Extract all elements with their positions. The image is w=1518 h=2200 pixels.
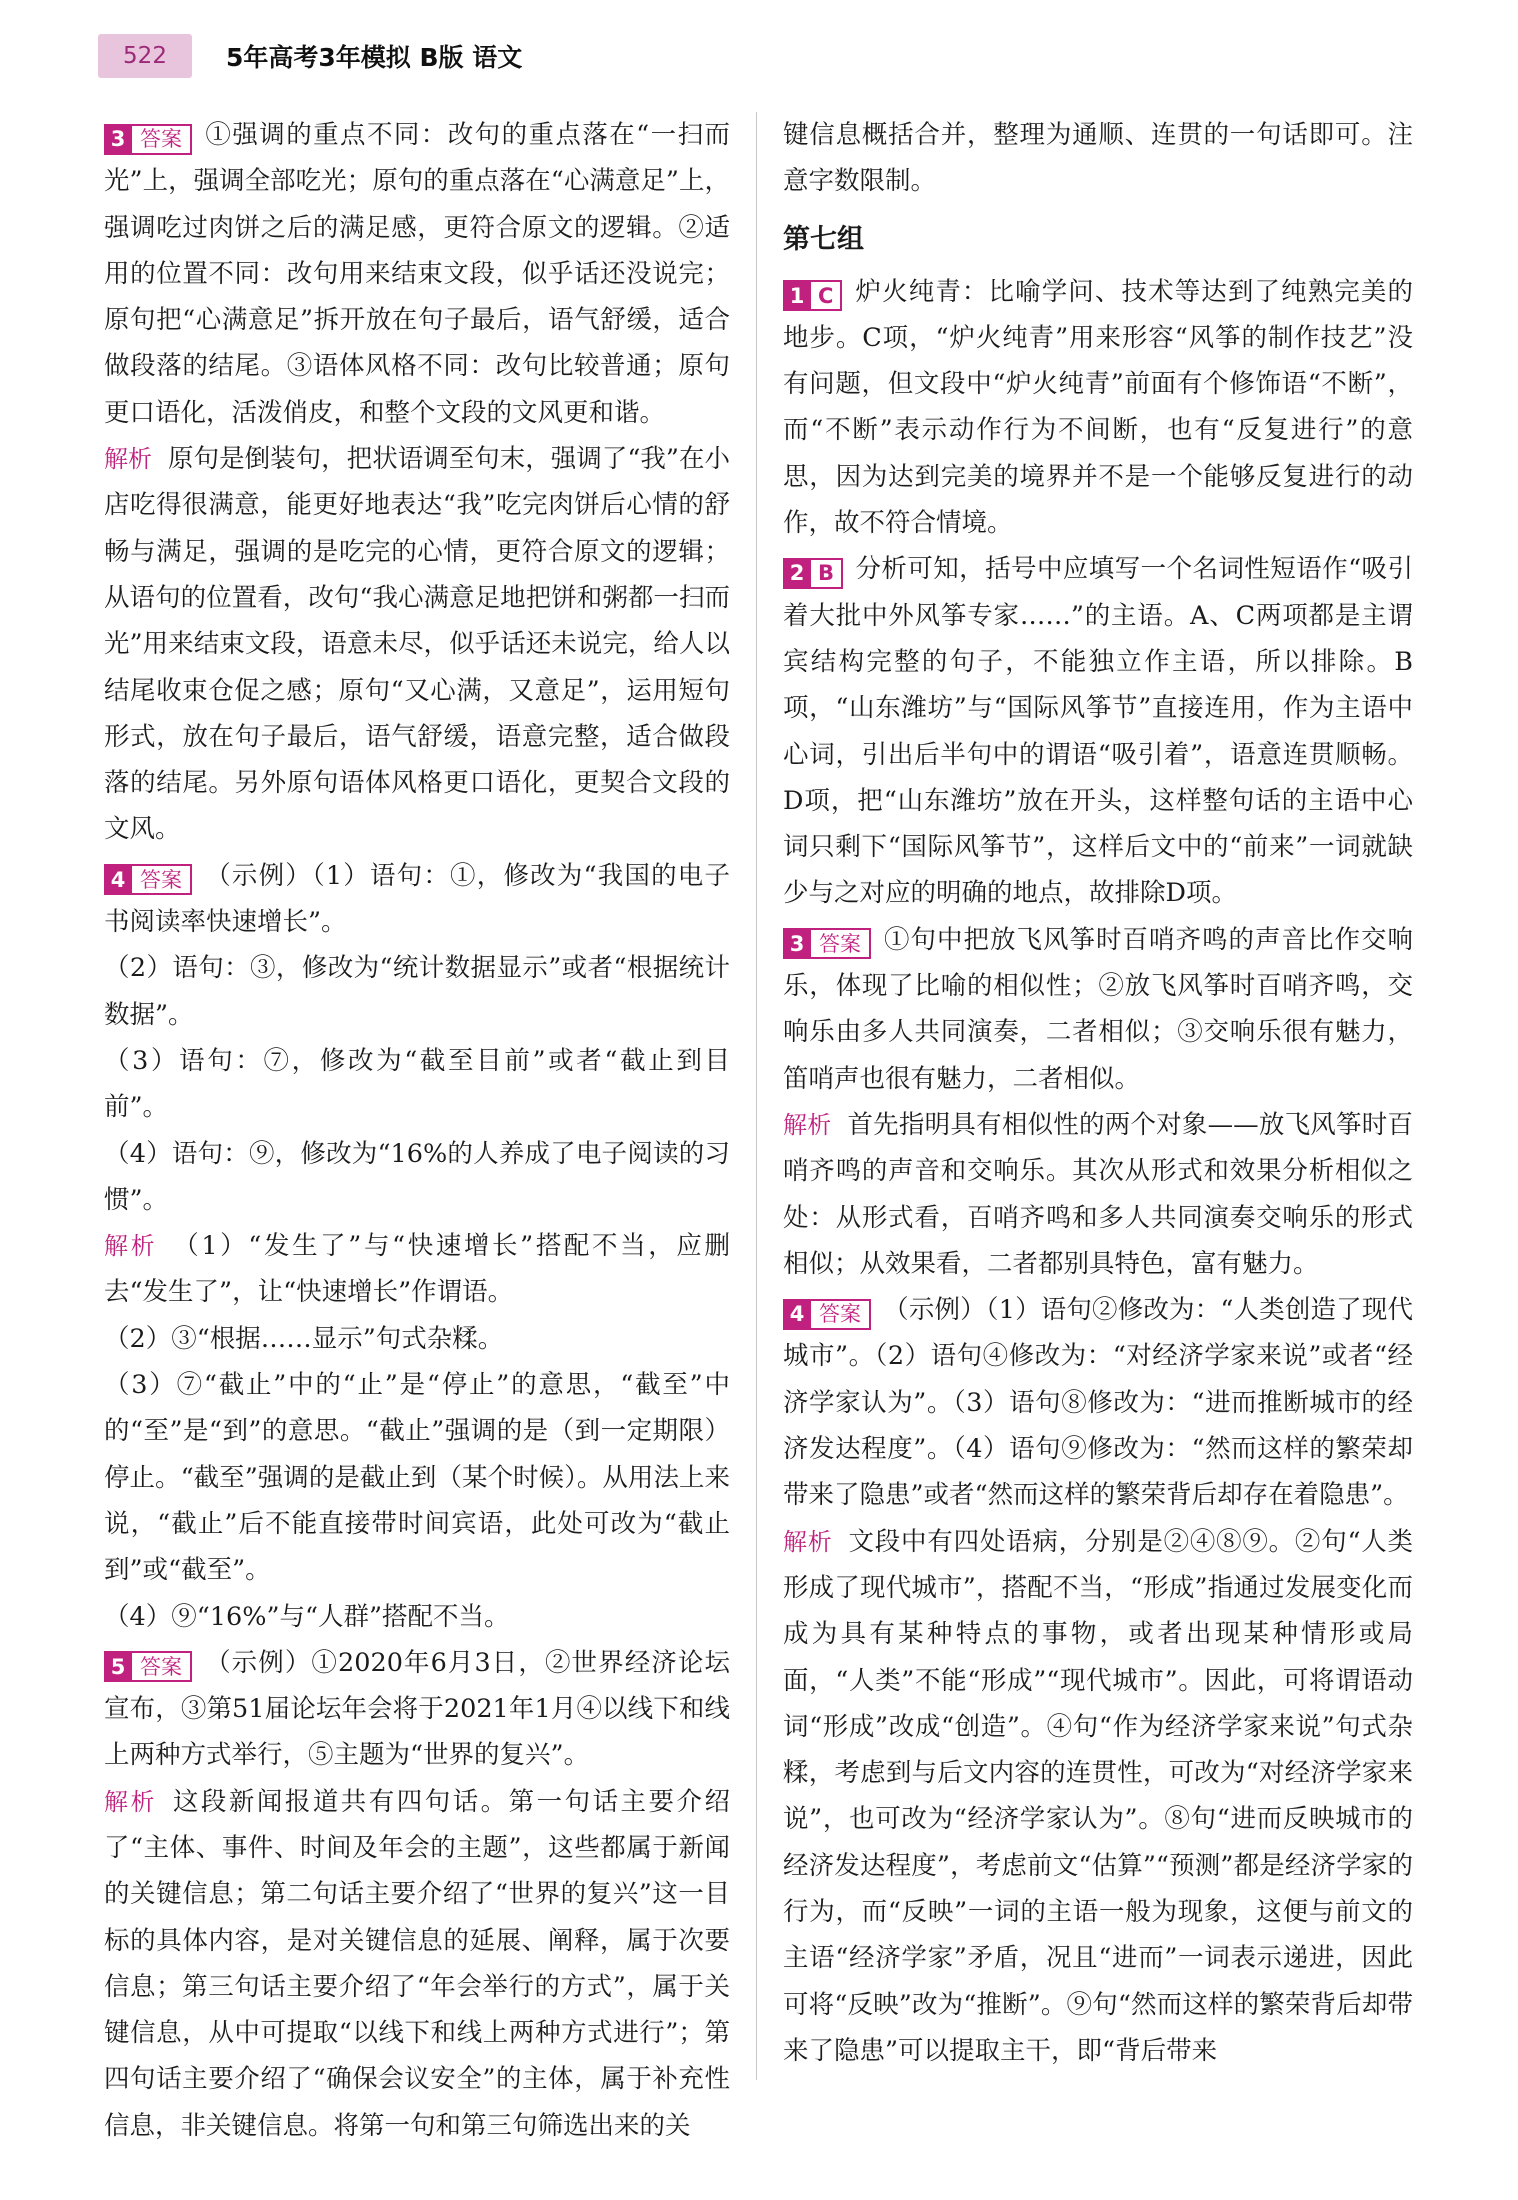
answer-text: ①强调的重点不同：改句的重点落在“一扫而光”上，强调全部吃光；原句的重点落在“心满意足”上，强调吃过肉饼之后的满足感，更符合原文的逻辑。②适用的位置不同：改句用来结束文段，似乎话还没说完；原句把“心满意足”拆开放在句子最后，语气舒缓，适合做段落的结尾。③语体风格不同：改句比较普通；原句更口语化，活泼俏皮，和整个文段的文风更和谐。 [104, 120, 730, 428]
answer-letter: C [811, 280, 842, 311]
answer-tag [104, 124, 192, 155]
continued-text: 键信息概括合并，整理为通顺、连贯的一句话即可。注意字数限制。 [783, 120, 1413, 197]
analysis-label: 解析 [783, 1110, 832, 1139]
analysis-line: （3）⑦“截止”中的“止”是“停止”的意思，“截至”中的“至”是“到”的意思。“截止”强调的是（到一定期限）停止。“截至”强调的是截止到（某个时候）。从用法上来说，“截止”后不能直接带时间宾语，此处可改为“截止到”或“截至”。 [104, 1370, 730, 1586]
group-title: 第七组 [783, 223, 864, 255]
answer-paragraph [783, 917, 1413, 1102]
question-4 [104, 853, 730, 1640]
question-5 [104, 1640, 730, 2149]
analysis-label: 解析 [783, 1527, 833, 1556]
question-number: 3 [783, 928, 811, 959]
analysis-text: 原句是倒装句，把状语调至句末，强调了“我”在小店吃得很满意，能更好地表达“我”吃完肉饼后心情的舒畅与满足，强调的是吃完的心情，更符合原文的逻辑；从语句的位置看，改句“我心满意足地把饼和粥都一扫而光”用来结束文段，语意未尽，似乎话还未说完，给人以结尾收束仓促之感；原句“又心满，又意足”，运用短句形式，放在句子最后，语气舒缓，语意完整，适合做段落的结尾。另外原句语体风格更口语化，更契合文段的文风。 [104, 444, 731, 845]
question-number: 5 [104, 1651, 132, 1682]
question-number: 1 [783, 280, 811, 311]
page-number: 522 [98, 34, 192, 78]
answer-label: 答案 [132, 864, 192, 895]
answer-text: ①句中把放飞风筝时百哨齐鸣的声音比作交响乐，体现了比喻的相似性；②放飞风筝时百哨齐鸣，交响乐由多人共同演奏，二者相似；③交响乐很有魅力，笛哨声也很有魅力，二者相似。 [783, 924, 1413, 1094]
question-3 [104, 112, 730, 853]
question-3 [783, 917, 1413, 1287]
question-number: 3 [104, 124, 132, 155]
question-number: 2 [783, 558, 811, 589]
answer-tag [783, 558, 843, 589]
answer-text: （示例）（1）语句：①，修改为“我国的电子书阅读率快速增长”。 [104, 860, 730, 938]
analysis-paragraph [783, 1102, 1413, 1287]
analysis-text: （1）“发生了”与“快速增长”搭配不当，应删去“发生了”，让“快速增长”作谓语。 [104, 1231, 731, 1308]
analysis-text: 这段新闻报道共有四句话。第一句话主要介绍了“主体、事件、时间及年会的主题”，这些都属于新闻的关键信息；第二句话主要介绍了“世界的复兴”这一目标的具体内容，是对关键信息的延展、阐释，属于次要信息；第三句话主要介绍了“年会举行的方式”，属于关键信息，从中可提取“以线下和线上两种方式进行”；第四句话主要介绍了“确保会议安全”的主体，属于补充性信息，非关键信息。将第一句和第三句筛选出来的关 [104, 1786, 730, 2141]
answer-text: 炉火纯青：比喻学问、技术等达到了纯熟完美的地步。C项，“炉火纯青”用来形容“风筝的制作技艺”没有问题，但文段中“炉火纯青”前面有个修饰语“不断”，而“不断”表示动作行为不间断，也有“反复进行”的意思，因为达到完美的境界并不是一个能够反复进行的动作，故不符合情境。 [783, 276, 1413, 539]
question-4 [783, 1287, 1413, 2074]
answer-text: 分析可知，括号中应填写一个名词性短语作“吸引着大批中外风筝专家……”的主语。A、C两项都是主谓宾结构完整的句子，不能独立作主语，所以排除。B项，“山东潍坊”与“国际风筝节”直接连用，作为主语中心词，引出后半句中的谓语“吸引着”，语意连贯顺畅。D项，把“山东潍坊”放在开头，这样整句话的主语中心词只剩下“国际风筝节”，这样后文中的“前来”一词就缺少与之对应的明确的地点，故排除D项。 [783, 554, 1413, 909]
answer-paragraph [783, 546, 1413, 916]
analysis-paragraph [783, 1519, 1413, 2075]
question-1 [783, 269, 1413, 547]
analysis-text: 文段中有四处语病，分别是②④⑧⑨。②句“人类形成了现代城市”，搭配不当，“形成”指通过发展变化而成为具有某种特点的事物，或者出现某种情形或局面，“人类”不能“形成”“现代城市”。因此，可将谓语动词“形成”改成“创造”。④句“作为经济学家来说”句式杂糅，考虑到与后文内容的连贯性，可改为“对经济学家来说”，也可改为“经济学家认为”。⑧句“进而反映城市的经济发达程度”，考虑前文“估算”“预测”都是经济学家的行为，而“反映”一词的主语一般为现象，这便与前文的主语“经济学家”矛盾，况且“进而”一词表示递进，因此可将“反映”改为“推断”。⑨句“然而这样的繁荣背后却带来了隐患”可以提取主干，即“背后带来 [783, 1526, 1414, 2066]
analysis-paragraph [104, 436, 730, 853]
analysis-paragraph [104, 1779, 730, 2149]
left-column [104, 112, 730, 2149]
answer-tag [104, 864, 192, 895]
analysis-line: （2）③“根据……显示”句式杂糅。 [104, 1323, 504, 1354]
answer-tag [783, 280, 842, 311]
answer-paragraph [104, 112, 730, 436]
answer-letter: B [811, 558, 843, 589]
analysis-label: 解析 [104, 1232, 158, 1261]
analysis-line: （4）⑨“16%”与“人群”搭配不当。 [104, 1601, 510, 1632]
right-column [783, 112, 1413, 2074]
analysis-label: 解析 [104, 445, 153, 474]
answer-label: 答案 [811, 1299, 871, 1330]
answer-tag [783, 928, 871, 959]
book-title: 5年高考3年模拟 B版 语文 [226, 43, 523, 72]
answer-text: （示例）①2020年6月3日，②世界经济论坛宣布，③第51届论坛年会将于2021年1月④以线下和线上两种方式举行，⑤主题为“世界的复兴”。 [104, 1647, 730, 1771]
question-number: 4 [104, 864, 132, 895]
answer-paragraph [104, 1640, 730, 1779]
analysis-label: 解析 [104, 1787, 157, 1816]
analysis-text: 首先指明具有相似性的两个对象——放飞风筝时百哨齐鸣的声音和交响乐。其次从形式和效果分析相似之处：从形式看，百哨齐鸣和多人共同演奏交响乐的形式相似；从效果看，二者都别具特色，富有魅力。 [783, 1109, 1413, 1279]
answer-line: （4）语句：⑨，修改为“16%的人养成了电子阅读的习惯”。 [104, 1138, 730, 1215]
answer-label: 答案 [132, 124, 192, 155]
answer-paragraph [783, 1287, 1413, 1518]
question-2 [783, 546, 1413, 916]
page-header [98, 30, 522, 82]
answer-line: （3）语句：⑦，修改为“截至目前”或者“截止到目前”。 [104, 1045, 730, 1123]
answer-label: 答案 [132, 1651, 192, 1682]
answer-tag [783, 1299, 871, 1330]
column-divider [756, 112, 757, 2080]
answer-label: 答案 [811, 928, 871, 959]
answer-text: （示例）（1）语句②修改为：“人类创造了现代城市”。（2）语句④修改为：“对经济学家来说”或者“经济学家认为”。（3）语句⑧修改为：“进而推断城市的经济发达程度”。（4）语句⑨修改为：“然而这样的繁荣却带来了隐患”或者“然而这样的繁荣背后却存在着隐患”。 [783, 1295, 1413, 1511]
answer-line: （2）语句：③，修改为“统计数据显示”或者“根据统计数据”。 [104, 953, 730, 1030]
answer-paragraph [783, 269, 1413, 547]
question-number: 4 [783, 1299, 811, 1330]
analysis-paragraph [104, 1223, 730, 1316]
answer-tag [104, 1651, 192, 1682]
answer-paragraph [104, 853, 730, 946]
